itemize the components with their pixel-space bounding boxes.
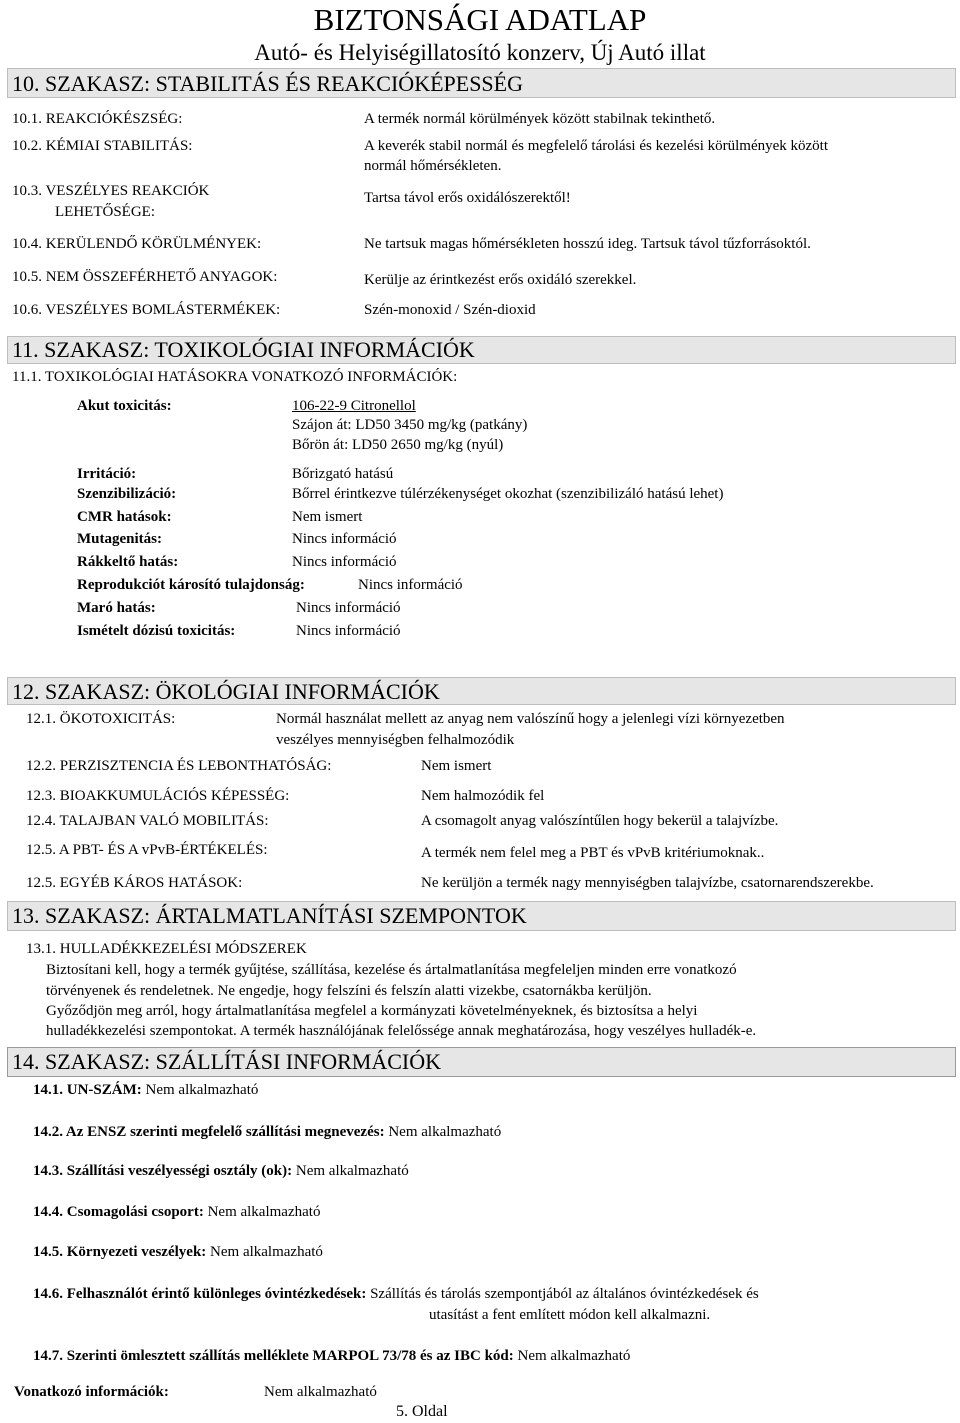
s12-2-value: Nem ismert xyxy=(421,758,492,774)
s14-7-value: Nem alkalmazható xyxy=(517,1348,631,1364)
s10-3-value: Tartsa távol erős oxidálószerektől! xyxy=(364,190,571,206)
s10-2-value-line1: A keverék stabil normál és megfelelő tárolási és kezelési körülmények között xyxy=(364,138,829,154)
s10-1-label: 10.1. REAKCIÓKÉSZSÉG: xyxy=(12,111,183,127)
s11-1-heading: 11.1. TOXIKOLÓGIAI HATÁSOKRA VONATKOZÓ INFORMÁCIÓK: xyxy=(12,369,458,385)
mutagenicity-label: Mutagenitás: xyxy=(77,531,162,547)
s12-4-label: 12.4. TALAJBAN VALÓ MOBILITÁS: xyxy=(26,813,269,829)
irritation-value: Bőrizgató hatású xyxy=(292,466,394,482)
document-title: BIZTONSÁGI ADATLAP xyxy=(313,2,647,37)
s14-2-label: 14.2. Az ENSZ szerinti megfelelő szállítási megnevezés: xyxy=(33,1124,385,1140)
s10-6-value: Szén-monoxid / Szén-dioxid xyxy=(364,302,536,318)
s12-3-value: Nem halmozódik fel xyxy=(421,788,545,804)
s10-4-value: Ne tartsuk magas hőmérsékleten hosszú ideg. Tartsuk távol tűzforrásoktól. xyxy=(364,236,811,252)
corrosive-label: Maró hatás: xyxy=(77,600,156,616)
section-14-title: 14. SZAKASZ: SZÁLLÍTÁSI INFORMÁCIÓK xyxy=(12,1049,442,1074)
carcinogenicity-label: Rákkeltő hatás: xyxy=(77,554,179,570)
repeated-dose-value: Nincs információ xyxy=(296,623,401,639)
reproductive-toxicity-label: Reprodukciót károsító tulajdonság: xyxy=(77,577,305,593)
section-10-title: 10. SZAKASZ: STABILITÁS ÉS REAKCIÓKÉPESSÉG xyxy=(12,71,523,96)
s12-5-label: 12.5. A PBT- ÉS A vPvB-ÉRTÉKELÉS: xyxy=(26,842,268,858)
s14-5-label: 14.5. Környezeti veszélyek: xyxy=(33,1244,207,1260)
s10-2-label: 10.2. KÉMIAI STABILITÁS: xyxy=(12,138,193,154)
acute-toxicity-label: Akut toxicitás: xyxy=(77,398,172,414)
reproductive-toxicity-value: Nincs információ xyxy=(358,577,463,593)
s14-6-value-line1: Szállítás és tárolás szempontjából az általános óvintézkedések és xyxy=(370,1286,759,1302)
sensitization-value: Bőrrel érintkezve túlérzékenységet okozhat (szenzibilizáló hatású lehet) xyxy=(292,486,724,502)
s13-text-line4: hulladékkezelési szempontokat. A termék használójának felelőssége annak meghatározása, hogy veszélyes hulladék-e. xyxy=(46,1023,757,1039)
s14-4-label: 14.4. Csomagolási csoport: xyxy=(33,1204,204,1220)
s10-3-label-line2: LEHETŐSÉGE: xyxy=(55,204,155,220)
s10-2-value-line2: normál hőmérsékleten. xyxy=(364,158,502,174)
s14-3-label: 14.3. Szállítási veszélyességi osztály (ok): xyxy=(33,1163,293,1179)
carcinogenicity-value: Nincs információ xyxy=(292,554,397,570)
s12-1-value-line1: Normál használat mellett az anyag nem valószínű hogy a jelenlegi vízi környezetben xyxy=(276,711,785,727)
s10-1-value: A termék normál körülmények között stabilnak tekinthető. xyxy=(364,111,716,127)
s13-text-line3: Győződjön meg arról, hogy ártalmatlanítása megfelel a kormányzati követelményeknek, és biztosítsa a helyi xyxy=(46,1003,698,1019)
mutagenicity-value: Nincs információ xyxy=(292,531,397,547)
s13-1-heading: 13.1. HULLADÉKKEZELÉSI MÓDSZEREK xyxy=(26,941,307,957)
s12-6-value: Ne kerüljön a termék nagy mennyiségben talajvízbe, csatornarendszerekbe. xyxy=(421,875,874,891)
sensitization-label: Szenzibilizáció: xyxy=(77,486,177,502)
irritation-label: Irritáció: xyxy=(77,466,137,482)
s12-5-value: A termék nem felel meg a PBT és vPvB kritériumoknak.. xyxy=(421,845,765,861)
cmr-value: Nem ismert xyxy=(292,509,363,525)
s12-1-value-line2: veszélyes mennyiségben felhalmozódik xyxy=(276,732,515,748)
section-11-title: 11. SZAKASZ: TOXIKOLÓGIAI INFORMÁCIÓK xyxy=(12,337,475,362)
s14-1-value: Nem alkalmazható xyxy=(145,1082,259,1098)
section-12-title: 12. SZAKASZ: ÖKOLÓGIAI INFORMÁCIÓK xyxy=(12,679,440,704)
s14-1-label: 14.1. UN-SZÁM: xyxy=(33,1082,142,1098)
s12-2-label: 12.2. PERZISZTENCIA ÉS LEBONTHATÓSÁG: xyxy=(26,758,332,774)
s12-3-label: 12.3. BIOAKKUMULÁCIÓS KÉPESSÉG: xyxy=(26,788,290,804)
s12-4-value: A csomagolt anyag valószíntűlen hogy bekerül a talajvízbe. xyxy=(421,813,779,829)
section-13-title: 13. SZAKASZ: ÁRTALMATLANÍTÁSI SZEMPONTOK xyxy=(12,903,527,928)
oral-ld50: Szájon át: LD50 3450 mg/kg (patkány) xyxy=(292,417,528,433)
s14-3-value: Nem alkalmazható xyxy=(295,1163,409,1179)
s12-1-label: 12.1. ÖKOTOXICITÁS: xyxy=(26,711,176,727)
s14-6-label: 14.6. Felhasználót érintő különleges óvintézkedések: xyxy=(33,1286,367,1302)
dermal-ld50: Bőrön át: LD50 2650 mg/kg (nyúl) xyxy=(292,437,504,453)
s13-text-line1: Biztosítani kell, hogy a termék gyűjtése, szállítása, kezelése és ártalmatlanítása megfeleljen minden erre vonatkozó xyxy=(46,962,737,978)
s14-4-value: Nem alkalmazható xyxy=(207,1204,321,1220)
cmr-label: CMR hatások: xyxy=(77,509,172,525)
s13-text-line2: törvényenek és rendeletnek. Ne engedje, hogy felszíni és felszín alatti vizekbe, csatornákba kerüljön. xyxy=(46,983,652,999)
s14-7-label: 14.7. Szerinti ömlesztett szállítás melléklete MARPOL 73/78 és az IBC kód: xyxy=(33,1348,514,1364)
corrosive-value: Nincs információ xyxy=(296,600,401,616)
s10-5-value: Kerülje az érintkezést erős oxidáló szerekkel. xyxy=(364,272,637,288)
s10-6-label: 10.6. VESZÉLYES BOMLÁSTERMÉKEK: xyxy=(12,302,281,318)
repeated-dose-label: Ismételt dózisú toxicitás: xyxy=(77,623,236,639)
page-number: 5. Oldal xyxy=(396,1403,448,1420)
s14-2-value: Nem alkalmazható xyxy=(388,1124,502,1140)
s10-3-label-line1: 10.3. VESZÉLYES REAKCIÓK xyxy=(12,183,210,199)
substance-name: 106-22-9 Citronellol xyxy=(292,398,416,414)
reference-value: Nem alkalmazható xyxy=(264,1384,377,1400)
s12-6-label: 12.5. EGYÉB KÁROS HATÁSOK: xyxy=(26,875,243,891)
s10-5-label: 10.5. NEM ÖSSZEFÉRHETŐ ANYAGOK: xyxy=(12,269,278,285)
reference-label: Vonatkozó információk: xyxy=(14,1384,169,1400)
s10-4-label: 10.4. KERÜLENDŐ KÖRÜLMÉNYEK: xyxy=(12,236,262,252)
s14-6-value-line2: utasítást a fent említett módon kell alkalmazni. xyxy=(429,1307,711,1323)
s14-5-value: Nem alkalmazható xyxy=(210,1244,323,1260)
document-subtitle: Autó- és Helyiségillatosító konzerv, Új Autó illat xyxy=(254,40,706,65)
